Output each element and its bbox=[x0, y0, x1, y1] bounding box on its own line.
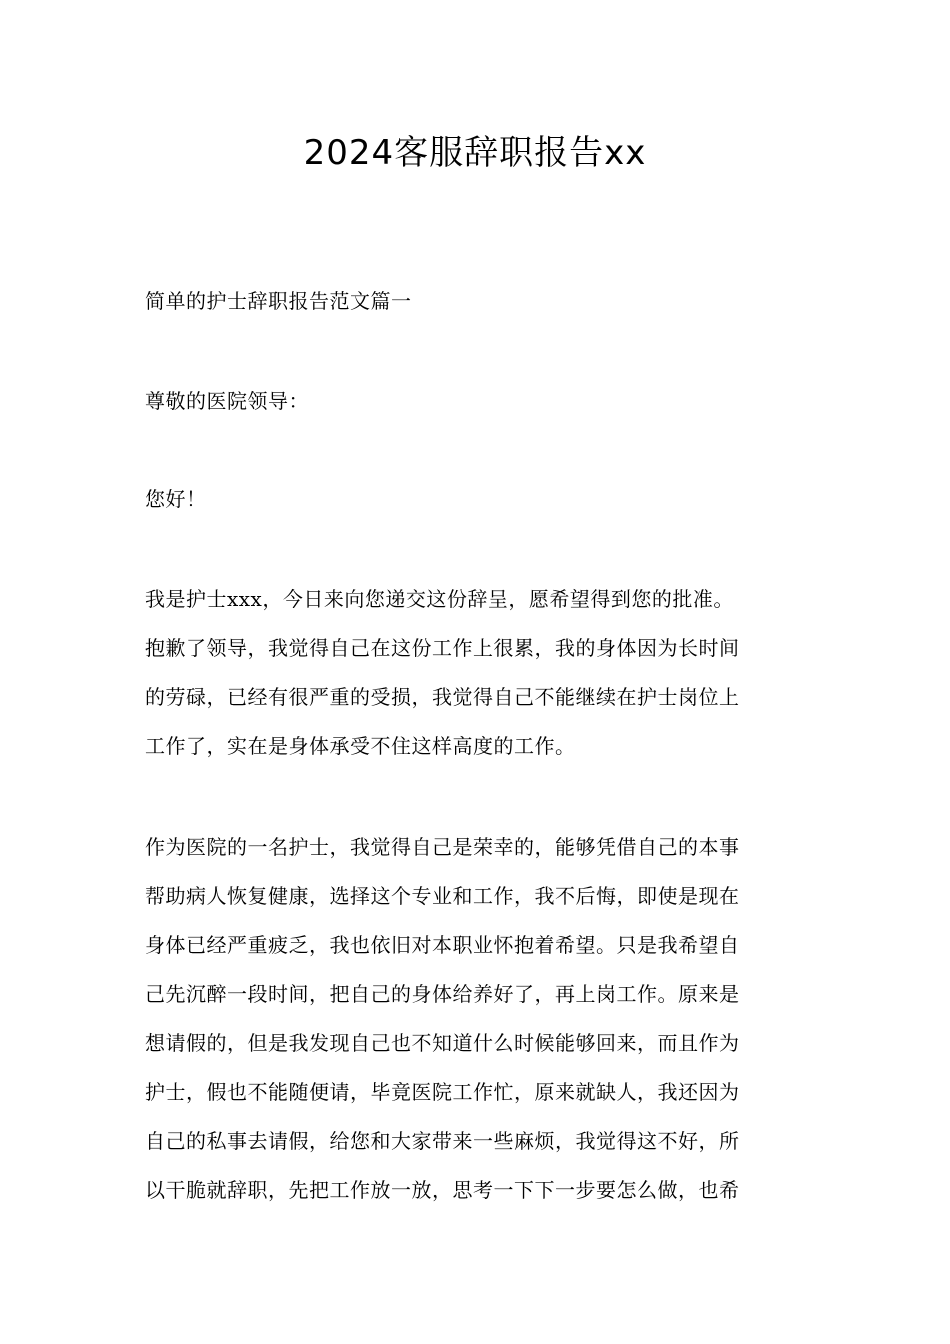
salutation: 尊敬的医院领导： bbox=[145, 389, 309, 413]
paragraph-line: 己先沉醉一段时间，把自己的身体给养好了，再上岗工作。原来是 bbox=[145, 982, 740, 1006]
paragraph-line: 我是护士xxx，今日来向您递交这份辞呈，愿希望得到您的批准。 bbox=[145, 587, 734, 611]
subheading: 简单的护士辞职报告范文篇一 bbox=[145, 289, 412, 313]
paragraph-line: 自己的私事去请假，给您和大家带来一些麻烦，我觉得这不好，所 bbox=[145, 1129, 740, 1153]
paragraph-line: 作为医院的一名护士，我觉得自己是荣幸的，能够凭借自己的本事 bbox=[145, 835, 740, 859]
paragraph-1 bbox=[145, 575, 810, 771]
paragraph-line: 帮助病人恢复健康，选择这个专业和工作，我不后悔，即使是现在 bbox=[145, 884, 740, 908]
document-title: 2024客服辞职报告xx bbox=[303, 133, 647, 173]
paragraph-line: 抱歉了领导，我觉得自己在这份工作上很累，我的身体因为长时间 bbox=[145, 636, 740, 660]
paragraph-line: 工作了，实在是身体承受不住这样高度的工作。 bbox=[145, 734, 576, 758]
paragraph-line: 的劳碌，已经有很严重的受损，我觉得自己不能继续在护士岗位上 bbox=[145, 685, 740, 709]
paragraph-line: 想请假的，但是我发现自己也不知道什么时候能够回来，而且作为 bbox=[145, 1031, 740, 1055]
paragraph-line: 身体已经严重疲乏，我也依旧对本职业怀抱着希望。只是我希望自 bbox=[145, 933, 740, 957]
paragraph-2 bbox=[145, 823, 810, 1215]
paragraph-line: 以干脆就辞职，先把工作放一放，思考一下下一步要怎么做，也希 bbox=[145, 1178, 740, 1202]
greeting: 您好！ bbox=[145, 487, 207, 511]
paragraph-line: 护士，假也不能随便请，毕竟医院工作忙，原来就缺人，我还因为 bbox=[145, 1080, 740, 1104]
